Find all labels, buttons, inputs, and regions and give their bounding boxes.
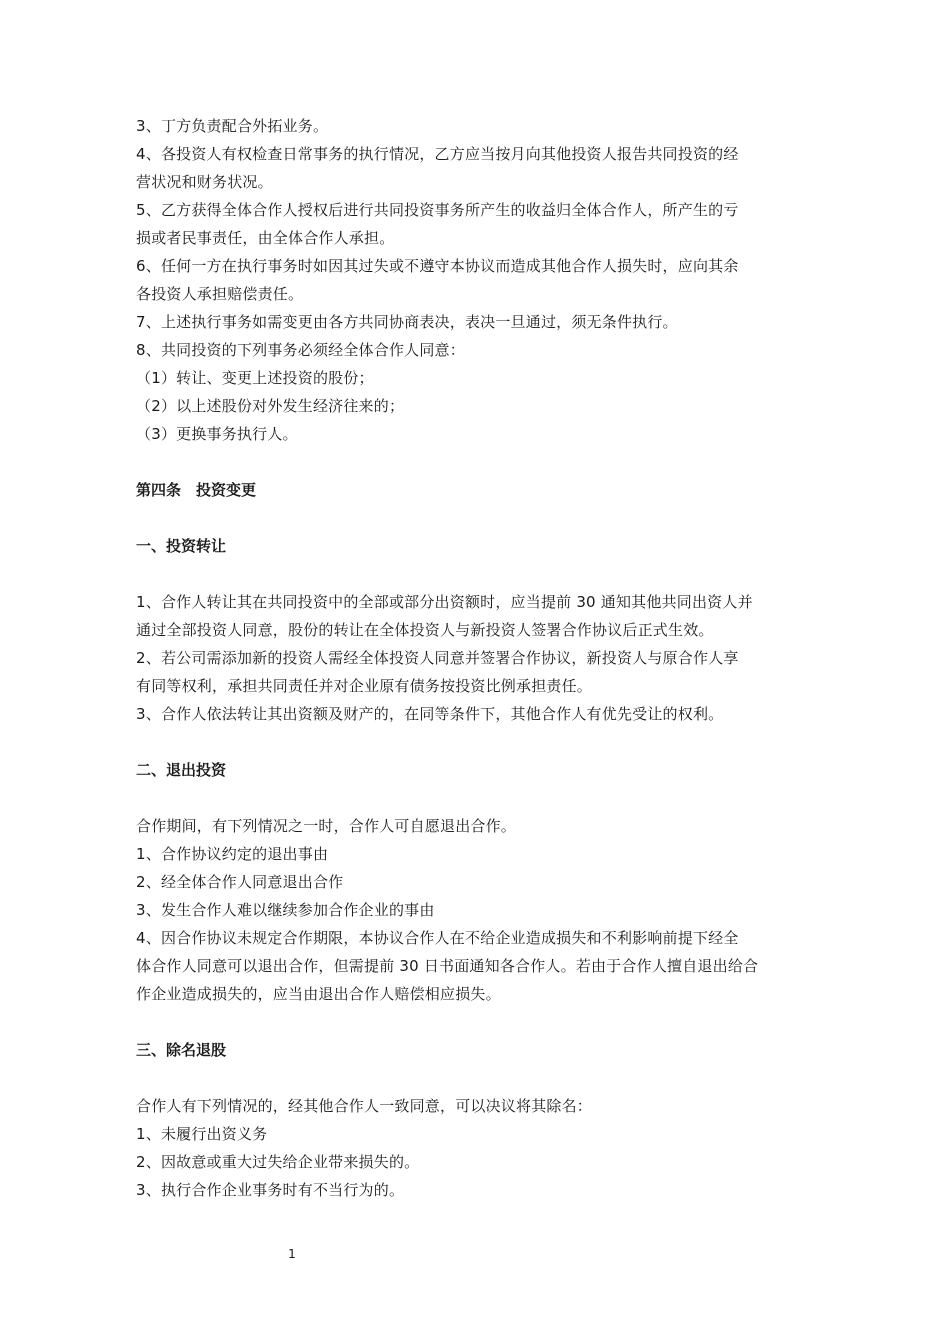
- list-item: 1、未履行出资义务: [136, 1125, 268, 1143]
- page-number: 1: [288, 1247, 296, 1261]
- list-item: 3、执行合作企业事务时有不当行为的。: [136, 1181, 405, 1199]
- paragraph-line: 作企业造成损失的，应当由退出合作人赔偿相应损失。: [136, 985, 501, 1003]
- paragraph-line: 3、合作人依法转让其出资额及财产的，在同等条件下，其他合作人有优先受让的权利。: [136, 705, 724, 723]
- section-heading-transfer: 一、投资转让: [136, 537, 227, 555]
- list-item: 2、经全体合作人同意退出合作: [136, 873, 344, 891]
- paragraph-line: 合作人有下列情况的，经其他合作人一致同意，可以决议将其除名：: [136, 1097, 593, 1115]
- paragraph-line: 1、合作人转让其在共同投资中的全部或部分出资额时，应当提前 30 通知其他共同出资人并: [136, 593, 753, 611]
- spacer: [136, 560, 816, 588]
- spacer: [136, 784, 816, 812]
- article-title: 第四条 投资变更: [136, 481, 257, 499]
- paragraph-line: 8、共同投资的下列事务必须经全体合作人同意：: [136, 341, 465, 359]
- list-item: （1）转让、变更上述投资的股份；: [136, 369, 374, 387]
- paragraph-line: 合作期间，有下列情况之一时，合作人可自愿退出合作。: [136, 817, 517, 835]
- paragraph-line: 通过全部投资人同意，股份的转让在全体投资人与新投资人签署合作协议后正式生效。: [136, 621, 714, 639]
- spacer: [136, 448, 816, 476]
- spacer: [136, 1008, 816, 1036]
- paragraph-line: 7、上述执行事务如需变更由各方共同协商表决，表决一旦通过，须无条件执行。: [136, 313, 678, 331]
- paragraph-line: 3、丁方负责配合外拓业务。: [136, 117, 329, 135]
- section-heading-withdraw: 二、退出投资: [136, 761, 227, 779]
- list-item: （2）以上述股份对外发生经济往来的；: [136, 397, 405, 415]
- document-body: [136, 112, 816, 1204]
- paragraph-line: 有同等权利，承担共同责任并对企业原有债务按投资比例承担责任。: [136, 677, 593, 695]
- spacer: [136, 504, 816, 532]
- list-item: （3）更换事务执行人。: [136, 425, 298, 443]
- paragraph-line: 6、任何一方在执行事务时如因其过失或不遵守本协议而造成其他合作人损失时，应向其余: [136, 257, 739, 275]
- paragraph-line: 2、若公司需添加新的投资人需经全体投资人同意并签署合作协议，新投资人与原合作人享: [136, 649, 739, 667]
- paragraph-line: 营状况和财务状况。: [136, 173, 273, 191]
- paragraph-line: 4、因合作协议未规定合作期限，本协议合作人在不给企业造成损失和不利影响前提下经全: [136, 929, 739, 947]
- list-item: 3、发生合作人难以继续参加合作企业的事由: [136, 901, 435, 919]
- spacer: [136, 1064, 816, 1092]
- paragraph-line: 5、乙方获得全体合作人授权后进行共同投资事务所产生的收益归全体合作人，所产生的亏: [136, 201, 739, 219]
- paragraph-line: 体合作人同意可以退出合作，但需提前 30 日书面通知各合作人。若由于合作人擅自退出给合: [136, 957, 759, 975]
- spacer: [136, 728, 816, 756]
- paragraph-line: 4、各投资人有权检查日常事务的执行情况，乙方应当按月向其他投资人报告共同投资的经: [136, 145, 739, 163]
- list-item: 2、因故意或重大过失给企业带来损失的。: [136, 1153, 420, 1171]
- section-heading-expel: 三、除名退股: [136, 1041, 227, 1059]
- paragraph-line: 损或者民事责任，由全体合作人承担。: [136, 229, 395, 247]
- paragraph-line: 各投资人承担赔偿责任。: [136, 285, 304, 303]
- list-item: 1、合作协议约定的退出事由: [136, 845, 329, 863]
